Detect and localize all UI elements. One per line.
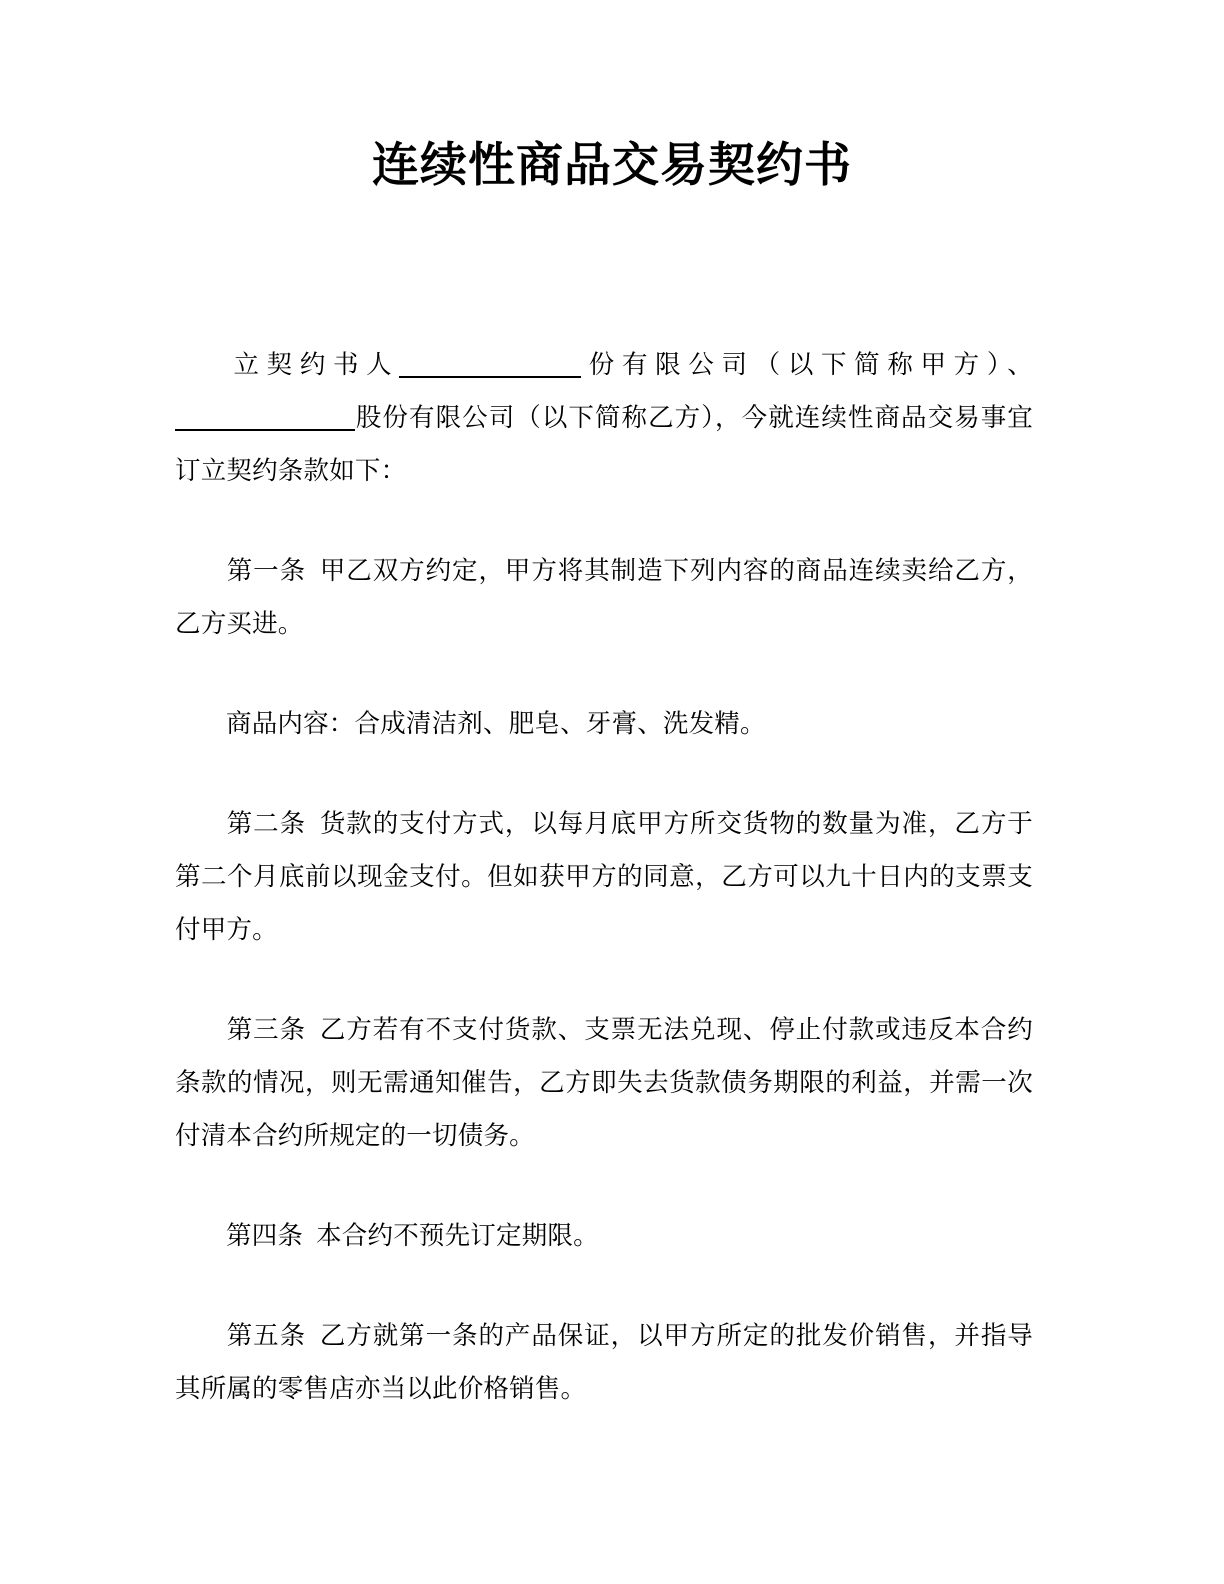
page-title: 连续性商品交易契约书 xyxy=(372,138,852,191)
paragraph-goods-content xyxy=(175,697,1033,750)
goods-content-text: 商品内容：合成清洁剂、肥皂、牙膏、洗发精。 xyxy=(226,709,766,738)
paragraph-article-4 xyxy=(175,1209,1033,1262)
article-1-label: 第一条 xyxy=(226,556,307,585)
paragraph-article-3 xyxy=(175,1003,1033,1162)
preamble-text-3: 股份有限公司（以下简称乙方），今就连续性商品交易事宜订立契约条款如下： xyxy=(175,403,1033,485)
article-3-text: 乙方若有不支付货款、支票无法兑现、停止付款或违反本合约条款的情况，则无需通知催告，乙方即失去货款债务期限的利益，并需一次付清本合约所规定的一切债务。 xyxy=(175,1015,1033,1150)
preamble-text-1: 立契约书人 xyxy=(226,350,400,379)
document-body xyxy=(175,338,1033,1415)
paragraph-preamble xyxy=(175,338,1033,497)
article-3-label: 第三条 xyxy=(226,1015,307,1044)
article-2-label: 第二条 xyxy=(226,809,307,838)
article-5-text: 乙方就第一条的产品保证，以甲方所定的批发价销售，并指导其所属的零售店亦当以此价格销售。 xyxy=(175,1321,1033,1403)
party-b-blank-field[interactable] xyxy=(175,429,355,431)
article-2-text: 货款的支付方式，以每月底甲方所交货物的数量为准，乙方于第二个月底前以现金支付。但如获甲方的同意，乙方可以九十日内的支票支付甲方。 xyxy=(175,809,1033,944)
paragraph-article-2 xyxy=(175,797,1033,956)
paragraph-article-5 xyxy=(175,1309,1033,1415)
article-5-label: 第五条 xyxy=(226,1321,307,1350)
article-4-label: 第四条 xyxy=(226,1221,304,1250)
paragraph-article-1 xyxy=(175,544,1033,650)
article-4-text: 本合约不预先订定期限。 xyxy=(316,1221,599,1250)
preamble-text-2: 份有限公司（以下简称甲方）、 xyxy=(581,350,1033,379)
article-1-text: 甲乙双方约定，甲方将其制造下列内容的商品连续卖给乙方，乙方买进。 xyxy=(175,556,1033,638)
party-a-blank-field[interactable] xyxy=(399,376,581,378)
